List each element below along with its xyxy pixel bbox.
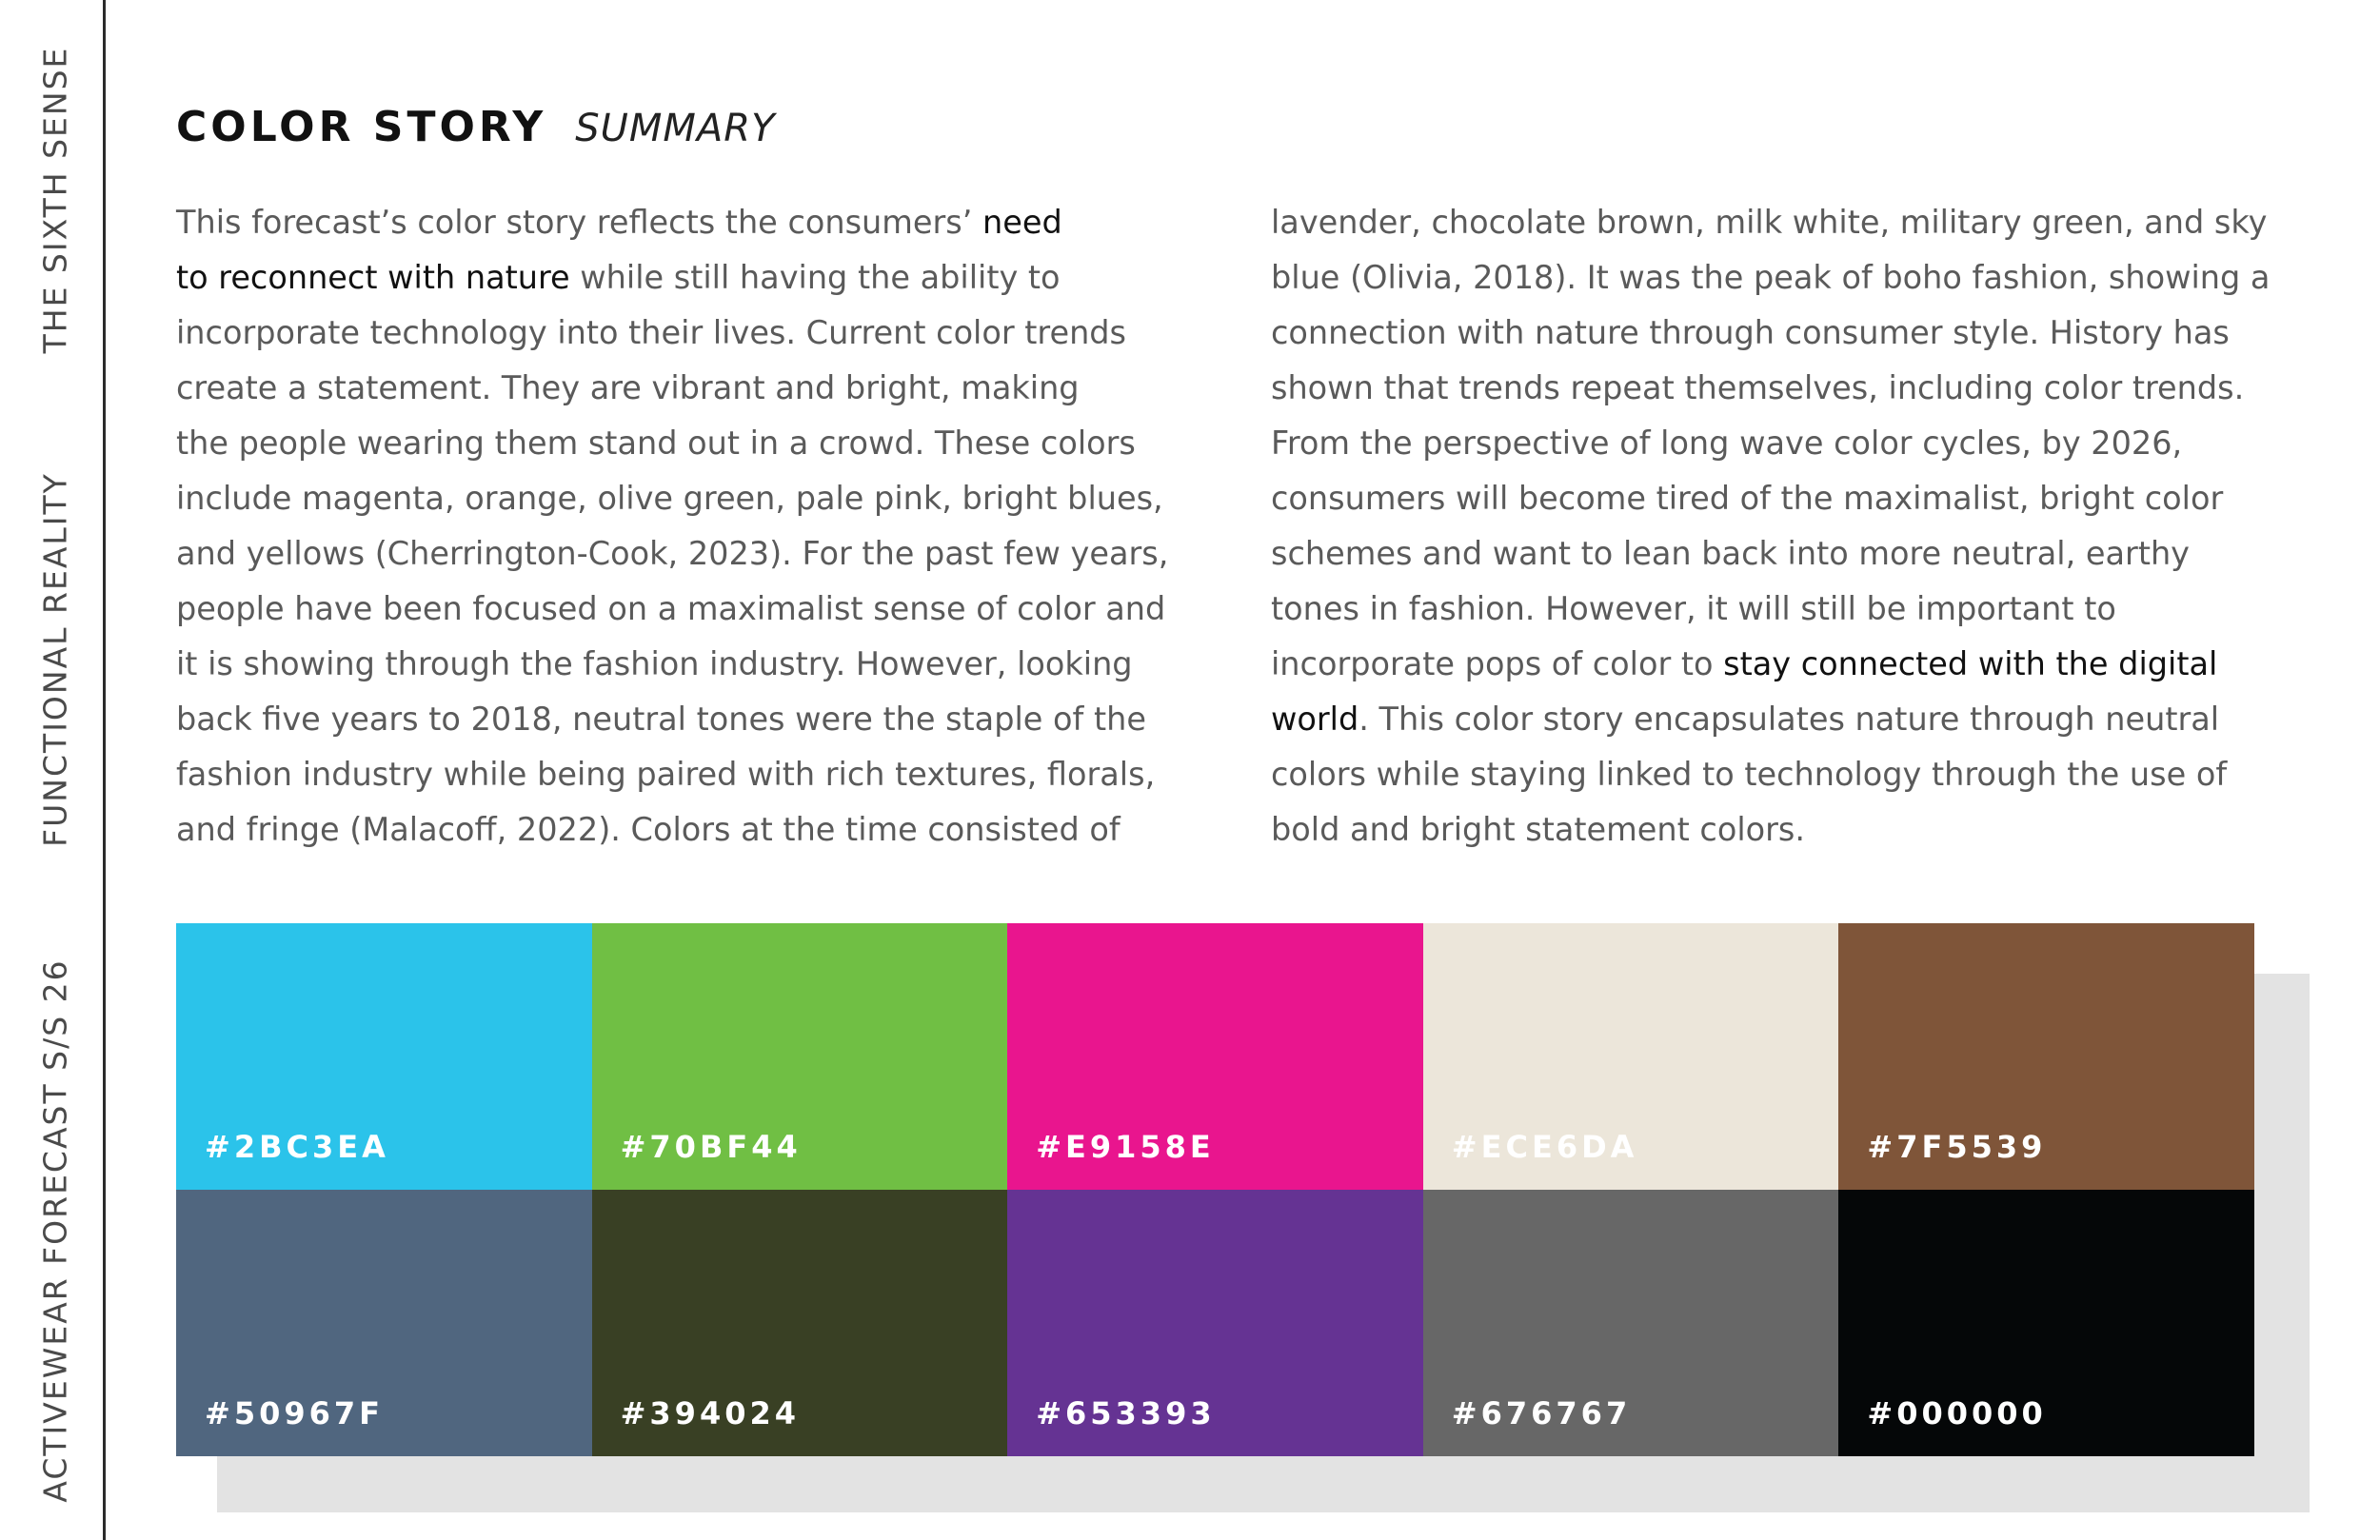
color-code-label: #ECE6DA xyxy=(1451,1129,1638,1165)
color-code-label: #7F5539 xyxy=(1867,1129,2047,1165)
body-text: people have been focused on a maximalist sense of color and xyxy=(176,590,1166,627)
body-text: back five years to 2018, neutral tones were the staple of the xyxy=(176,701,1146,738)
text-line xyxy=(1271,582,2299,637)
body-text: while still having the ability to xyxy=(569,259,1061,296)
text-line xyxy=(176,526,1204,582)
text-line xyxy=(176,692,1204,747)
body-text: and yellows (Cherrington-Cook, 2023). For the past few years, xyxy=(176,535,1169,572)
body-text: the people wearing them stand out in a crowd. These colors xyxy=(176,424,1136,462)
color-code-label: #653393 xyxy=(1036,1395,1216,1431)
color-swatch xyxy=(1007,1190,1423,1456)
sidebar-label-forecast: ACTIVEWEAR FORECAST S/S 26 xyxy=(36,958,74,1503)
text-line xyxy=(1271,306,2299,361)
body-text: it is showing through the fashion industry. However, looking xyxy=(176,645,1133,682)
text-line xyxy=(1271,250,2299,306)
text-line xyxy=(1271,361,2299,416)
text-line xyxy=(1271,526,2299,582)
color-swatch xyxy=(1423,1190,1839,1456)
color-swatch xyxy=(176,923,592,1190)
body-column-right xyxy=(1271,195,2299,858)
body-text: include magenta, orange, olive green, pale pink, bright blues, xyxy=(176,480,1163,517)
color-swatch xyxy=(1423,923,1839,1190)
text-line xyxy=(1271,195,2299,250)
text-line xyxy=(1271,637,2299,692)
body-text: create a statement. They are vibrant and bright, making xyxy=(176,369,1080,406)
color-code-label: #676767 xyxy=(1451,1395,1632,1431)
text-line xyxy=(176,637,1204,692)
color-swatch xyxy=(592,1190,1008,1456)
emphasis-text: world xyxy=(1271,701,1359,738)
body-text: incorporate pops of color to xyxy=(1271,645,1724,682)
body-text: colors while staying linked to technology through the use of xyxy=(1271,756,2228,793)
color-swatch xyxy=(1838,1190,2254,1456)
color-swatch xyxy=(1007,923,1423,1190)
body-text: schemes and want to lean back into more neutral, earthy xyxy=(1271,535,2191,572)
text-line xyxy=(176,195,1204,250)
text-line xyxy=(176,582,1204,637)
sidebar xyxy=(0,0,105,1540)
color-swatch xyxy=(592,923,1008,1190)
body-text: consumers will become tired of the maximalist, bright color xyxy=(1271,480,2224,517)
text-line xyxy=(1271,416,2299,471)
body-text: lavender, chocolate brown, milk white, military green, and sky xyxy=(1271,204,2268,241)
text-line xyxy=(176,306,1204,361)
body-text: incorporate technology into their lives. Current color trends xyxy=(176,314,1127,351)
body-column-left xyxy=(176,195,1204,858)
sidebar-label-sixth-sense: THE SIXTH SENSE xyxy=(36,46,74,354)
body-text: tones in fashion. However, it will still be important to xyxy=(1271,590,2116,627)
color-code-label: #2BC3EA xyxy=(205,1129,389,1165)
color-code-label: #394024 xyxy=(620,1395,800,1431)
color-swatch xyxy=(1838,923,2254,1190)
body-text: blue (Olivia, 2018). It was the peak of boho fashion, showing a xyxy=(1271,259,2271,296)
color-swatch xyxy=(176,1190,592,1456)
body-text: bold and bright statement colors. xyxy=(1271,811,1805,848)
text-line xyxy=(1271,471,2299,526)
body-text: . This color story encapsulates nature through neutral xyxy=(1359,701,2220,738)
page-subtitle: SUMMARY xyxy=(575,107,776,150)
sidebar-label-functional-reality: FUNCTIONAL REALITY xyxy=(36,472,74,847)
text-line xyxy=(1271,692,2299,747)
text-line xyxy=(1271,747,2299,802)
color-code-label: #50967F xyxy=(205,1395,384,1431)
body-text: shown that trends repeat themselves, including color trends. xyxy=(1271,369,2245,406)
color-code-label: #000000 xyxy=(1867,1395,2047,1431)
text-line xyxy=(1271,802,2299,858)
text-line xyxy=(176,416,1204,471)
emphasis-text: need xyxy=(982,204,1062,241)
text-line xyxy=(176,250,1204,306)
text-line xyxy=(176,361,1204,416)
text-line xyxy=(176,802,1204,858)
body-text: fashion industry while being paired with rich textures, florals, xyxy=(176,756,1156,793)
text-line xyxy=(176,747,1204,802)
color-palette xyxy=(176,923,2254,1456)
text-line xyxy=(176,471,1204,526)
emphasis-text: to reconnect with nature xyxy=(176,259,570,296)
color-code-label: #70BF44 xyxy=(620,1129,802,1165)
sidebar-divider xyxy=(103,0,106,1540)
body-text: From the perspective of long wave color cycles, by 2026, xyxy=(1271,424,2183,462)
emphasis-text: stay connected with the digital xyxy=(1723,645,2218,682)
color-code-label: #E9158E xyxy=(1036,1129,1215,1165)
page-heading xyxy=(176,103,776,151)
page-title: COLOR STORY xyxy=(176,103,547,151)
body-text: and fringe (Malacoff, 2022). Colors at the time consisted of xyxy=(176,811,1121,848)
body-text: connection with nature through consumer style. History has xyxy=(1271,314,2230,351)
body-text: This forecast’s color story reflects the consumers’ xyxy=(176,204,983,241)
